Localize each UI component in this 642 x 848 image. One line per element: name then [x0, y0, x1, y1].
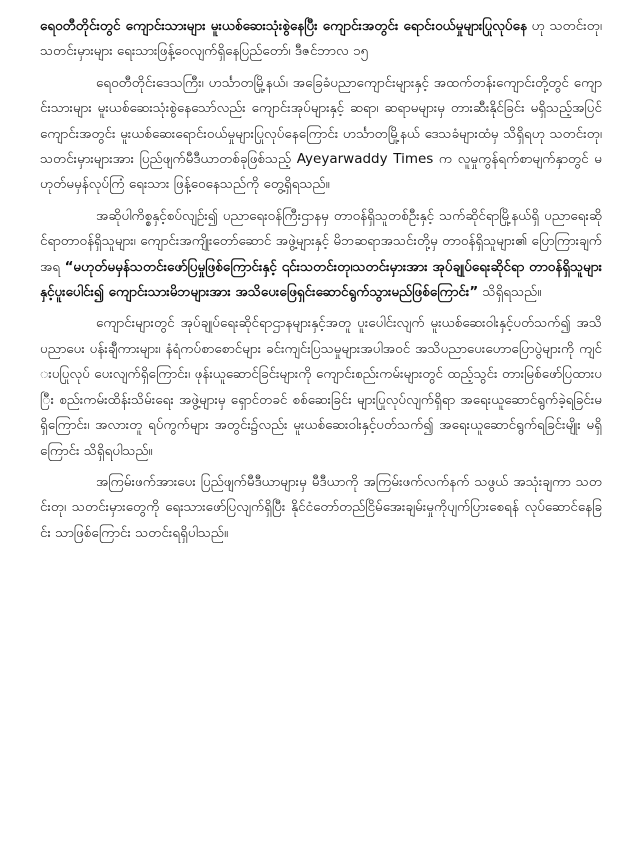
article-lead-text: ဟု သတင်းတု၊ သတင်းမှားများ ရေးသားဖြန့်ဝေလျက်ရှိနေပြည်တော်၊ ဒီဇင်ဘာလ ၁၅	[40, 18, 602, 60]
official-statement-quote: “မဟုတ်မမှန်သတင်းဖော်ပြမှုဖြစ်ကြောင်းနှင့် ၎င်းသတင်းတု၊သတင်းမှားအား အုပ်ချုပ်ရေးဆိုင်ရာ တာဝန်ရှိသူများနှင့်ပူးပေါင်း၍ ကျောင်းသားမိဘများအား အသိပေးဖြေရှင်းဆောင်ရွက်သွားမည်ဖြစ်ကြောင်း”	[40, 258, 602, 301]
news-article	[40, 14, 602, 834]
paragraph-3-body: အဆိုပါကိစ္စနှင့်စပ်လျဉ်း၍ ပညာရေးဝန်ကြီးဌာနမှ တာဝန်ရှိသူတစ်ဦးနှင့် သက်ဆိုင်ရာမြို့နယ်ရှိ ပညာရေးဆိုင်ရာတာဝန်ရှိသူများ၊ ကျောင်းအကျိုးတော်ဆောင် အဖွဲ့များနှင့် မိဘဆရာအသင်းတို့မှ တာဝန်ရှိသူများ၏ ပြောကြားချက်အရ	[40, 207, 602, 275]
paragraph-3-tail: သိရှိရသည်။	[478, 284, 542, 301]
article-paragraph-4: ကျောင်းများတွင် အုပ်ချုပ်ရေးဆိုင်ရာဌာနများနှင့်အတူ ပူးပေါင်းလျက် မူးယစ်ဆေးဝါးနှင့်ပတ်သက်၍ အသိပညာပေး ပန်းချီကားများ၊ နံရံကပ်စာစောင်များ ခင်းကျင်းပြသမှုများအပါအဝင် အသိပညာပေးဟောပြောပွဲများကို ကျင်းပပြုလုပ် ပေးလျက်ရှိကြောင်း၊ ဖုန်းယူဆောင်ခြင်းများကို ကျောင်းစည်းကမ်းများတွင် ထည့်သွင်း တားမြစ်ဖော်ပြထားပြီး စည်းကမ်းထိန်းသိမ်းရေး အဖွဲ့များမှ ရှောင်တခင် စစ်ဆေးခြင်း များပြုလုပ်လျက်ရှိရာ အရေးယူဆောင်ရွက်ခဲ့ရခြင်းမရှိကြောင်း၊ အလားတူ ရပ်ကွက်များ အတွင်း၌လည်း မူးယစ်ဆေးဝါးနှင့်ပတ်သက်၍ အရေးယူဆောင်ရွက်ရခြင်းမျိုး မရှိကြောင်း သိရှိရပါသည်။	[40, 315, 602, 459]
article-paragraph-5: အကြမ်းဖက်အားပေး ပြည်ဖျက်မီဒီယာများမှ မီဒီယာကို အကြမ်းဖက်လက်နက် သဖွယ် အသုံးချကာ သတင်းတု၊ သတင်းမှားတွေကို ရေးသားဖော်ပြလျက်ရှိပြီး နိုင်ငံတော်တည်ငြိမ်အေးချမ်းမှုကိုပျက်ပြားစေရန် လုပ်ဆောင်နေခြင်း သာဖြစ်ကြောင်း သတင်းရရှိပါသည်။	[40, 473, 602, 541]
article-paragraph-3	[40, 204, 602, 306]
article-headline: ရေဝတီတိုင်းတွင် ကျောင်းသားများ မူးယစ်ဆေးသုံးစွဲနေပြီး ကျောင်းအတွင်း ရောင်းဝယ်မှုများပြုလုပ်နေ	[40, 18, 527, 34]
article-paragraph-2: ရေဝတီတိုင်းဒေသကြီး၊ ဟင်္သာတမြို့နယ်၊ အခြေခံပညာကျောင်းများနှင့် အထက်တန်းကျောင်းတို့တွင် ကျောင်းသားများ မူးယစ်ဆေးသုံးစွဲနေသော်လည်း ကျောင်းအုပ်များနှင့် ဆရာ၊ ဆရာမများမှ တားဆီးနိုင်ခြင်း မရှိသည့်အပြင် ကျောင်းအတွင်း မူးယစ်ဆေးရောင်းဝယ်မှုများပြုလုပ်နေကြောင်း ဟင်္သာတမြို့နယ် ဒေသခံများထံမှ သိရှိရဟု သတင်းတု၊ သတင်းမှားများအား ပြည်ဖျက်မီဒီယာတစ်ခုဖြစ်သည့် Ayeyarwaddy Times က လူမှုကွန်ရက်စာမျက်နှာတွင် မဟုတ်မမှန်လုပ်ကြံ ရေးသား ဖြန့်ဝေနေသည်ကို တွေ့ရှိရသည်။	[40, 74, 602, 193]
article-lead-paragraph	[40, 14, 602, 65]
